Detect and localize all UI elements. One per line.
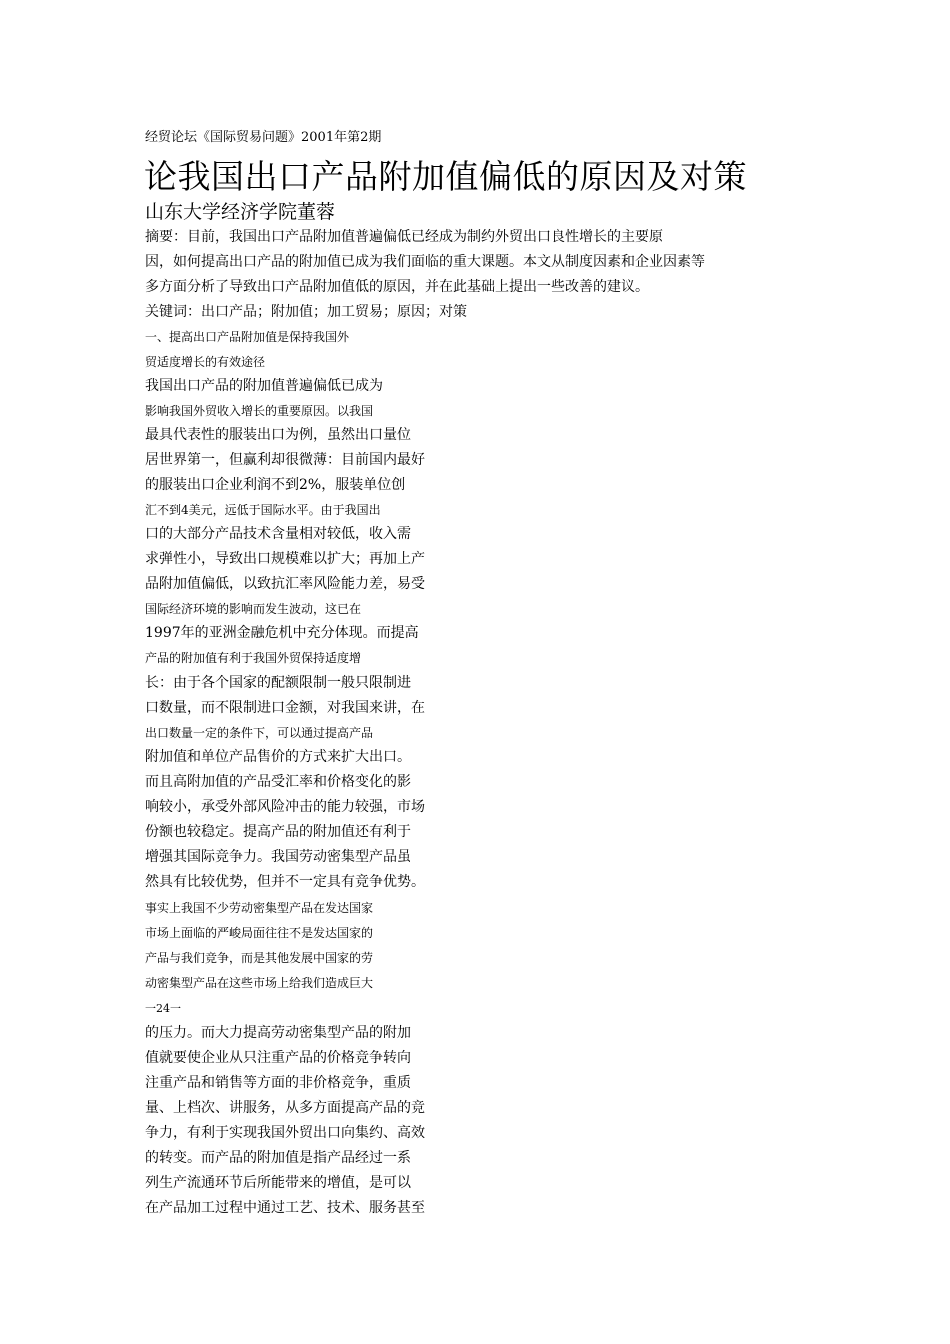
body-line: 汇不到4美元，远低于国际水平。由于我国出 [145,503,381,517]
body-line: 市场上面临的严峻局面往往不是发达国家的 [145,926,374,940]
body-line: 口的大部分产品技术含量相对较低，收入需 [145,526,411,542]
body-line: 响较小，承受外部风险冲击的能力较强，市场 [145,799,425,815]
body-line: 动密集型产品在这些市场上给我们造成巨大 [145,976,374,990]
abstract-line: 摘要：目前，我国出口产品附加值普遍偏低已经成为制约外贸出口良性增长的主要原 [145,229,663,245]
paper-title: 论我国出口产品附加值偏低的原因及对策 [144,157,747,196]
body-line: 增强其国际竞争力。我国劳动密集型产品虽 [145,849,411,865]
body-line: 的压力。而大力提高劳动密集型产品的附加 [145,1025,411,1041]
body-line: 我国出口产品的附加值普遍偏低已成为 [145,378,383,394]
body-line: 产品与我们竞争，而是其他发展中国家的劳 [145,951,374,965]
body-line: 求弹性小，导致出口规模难以扩大；再加上产 [145,551,425,567]
body-line: 附加值和单位产品售价的方式来扩大出口。 [145,749,411,765]
body-line: 注重产品和销售等方面的非价格竞争，重质 [145,1075,411,1091]
body-line: 长：由于各个国家的配额限制一般只限制进 [145,675,411,691]
page-number: 一24一 [145,1002,181,1015]
body-line: 争力，有利于实现我国外贸出口向集约、高效 [145,1125,425,1141]
body-line: 值就要使企业从只注重产品的价格竞争转向 [145,1050,411,1066]
body-line: 最具代表性的服装出口为例，虽然出口量位 [145,427,411,443]
abstract-line: 多方面分析了导致出口产品附加值低的原因，并在此基础上提出一些改善的建议。 [145,279,649,295]
section-heading: 贸适度增长的有效途径 [145,355,266,369]
body-line: 而且高附加值的产品受汇率和价格变化的影 [145,774,411,790]
body-line: 在产品加工过程中通过工艺、技术、服务甚至 [145,1200,425,1216]
abstract-line: 因，如何提高出口产品的附加值已成为我们面临的重大课题。本文从制度因素和企业因素等 [145,254,705,270]
body-line: 1997年的亚洲金融危机中充分体现。而提高 [145,625,419,641]
body-line: 影响我国外贸收入增长的重要原因。以我国 [145,404,374,418]
body-line: 然具有比较优势，但并不一定具有竞争优势。 [145,874,425,890]
author-affiliation: 山东大学经济学院董蓉 [145,201,336,223]
body-line: 出口数量一定的条件下，可以通过提高产品 [145,726,374,740]
keywords: 关键词：出口产品；附加值；加工贸易；原因；对策 [145,304,467,320]
body-line: 列生产流通环节后所能带来的增值，是可以 [145,1175,411,1191]
body-line: 的转变。而产品的附加值是指产品经过一系 [145,1150,411,1166]
journal-source: 经贸论坛《国际贸易问题》2001年第2期 [145,130,382,145]
body-line: 事实上我国不少劳动密集型产品在发达国家 [145,901,374,915]
section-heading: 一、提高出口产品附加值是保持我国外 [145,330,350,344]
body-line: 居世界第一，但赢利却很微薄：目前国内最好 [145,452,425,468]
body-line: 量、上档次、讲服务，从多方面提高产品的竞 [145,1100,425,1116]
body-line: 份额也较稳定。提高产品的附加值还有利于 [145,824,411,840]
body-line: 产品的附加值有利于我国外贸保持适度增 [145,651,362,665]
body-line: 口数量，而不限制进口金额，对我国来讲，在 [145,700,425,716]
body-line: 国际经济环境的影响而发生波动，这已在 [145,602,362,616]
body-line: 的服装出口企业利润不到2%，服装单位创 [145,477,406,493]
body-line: 品附加值偏低，以致抗汇率风险能力差，易受 [145,576,425,592]
